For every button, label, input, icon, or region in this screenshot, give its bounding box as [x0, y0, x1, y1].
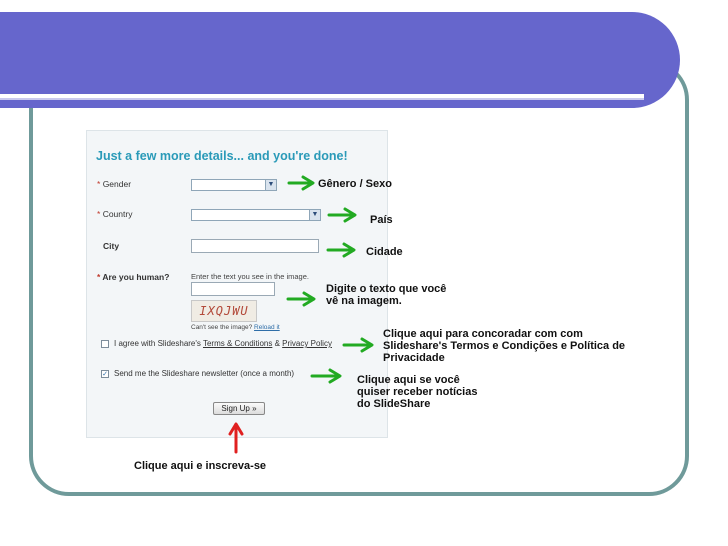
arrow-right-icon — [327, 207, 361, 223]
captcha-reload-note: Can't see the image? Reload it — [191, 324, 280, 331]
human-label: * Are you human? — [97, 272, 170, 282]
arrow-right-icon — [326, 242, 360, 258]
country-select[interactable] — [191, 209, 321, 221]
chevron-down-icon: ▼ — [309, 210, 320, 220]
annotation-terms: Clique aqui para concoradar com com Slideshare's Termos e Condições e Política de Privacidade — [383, 328, 626, 364]
arrow-right-icon — [286, 291, 320, 307]
sign-up-button[interactable]: Sign Up » — [213, 402, 265, 415]
annotation-newsletter: Clique aqui se você quiser receber notícias do SlideShare — [357, 374, 478, 410]
annotation-signup: Clique aqui e inscreva-se — [134, 460, 267, 472]
annotation-captcha: Digite o texto que você vê na imagem. — [326, 283, 447, 307]
arrow-right-icon — [310, 368, 346, 384]
terms-link[interactable]: Terms & Conditions — [202, 339, 273, 348]
checkmark-icon: ✓ — [102, 371, 108, 378]
annotation-country: País — [370, 214, 393, 226]
annotation-city: Cidade — [366, 246, 403, 258]
agree-terms-checkbox[interactable] — [101, 340, 109, 348]
form-heading: Just a few more details... and you're done! — [96, 149, 348, 163]
city-input[interactable] — [191, 239, 319, 253]
country-label: * Country — [97, 209, 133, 219]
chevron-down-icon: ▼ — [265, 180, 276, 190]
reload-captcha-link[interactable]: Reload it — [254, 324, 280, 331]
city-label: City — [103, 241, 120, 251]
arrow-right-icon — [287, 175, 319, 191]
newsletter-checkbox[interactable] — [101, 370, 109, 378]
title-divider-shadow — [0, 98, 644, 100]
captcha-image: IXQJWU — [191, 300, 257, 322]
privacy-link[interactable]: Privacy Policy — [282, 339, 332, 348]
captcha-input[interactable] — [191, 282, 275, 296]
arrow-up-icon — [226, 420, 246, 454]
captcha-hint: Enter the text you see in the image. — [191, 272, 309, 281]
newsletter-label: Send me the Slideshare newsletter (once a month) — [114, 369, 295, 378]
gender-select[interactable] — [191, 179, 277, 191]
annotation-gender: Gênero / Sexo — [318, 178, 392, 190]
arrow-right-icon — [342, 337, 378, 353]
gender-label: * Gender — [97, 179, 132, 189]
agree-terms-label: I agree with Slideshare's Terms & Conditions & Privacy Policy — [114, 339, 332, 348]
